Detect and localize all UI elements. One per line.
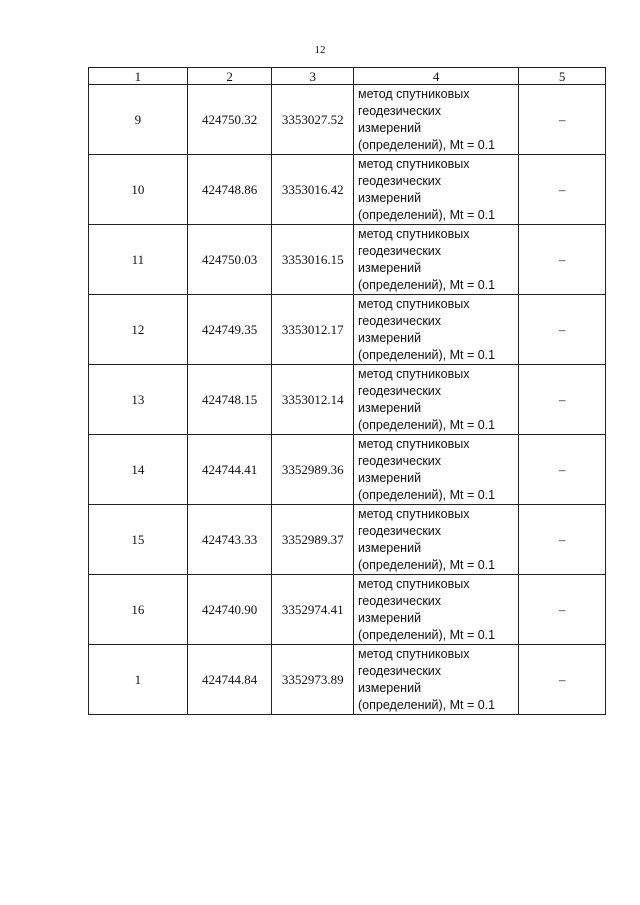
table-row bbox=[89, 435, 606, 505]
method-line: метод спутниковых bbox=[358, 576, 470, 591]
method-cell bbox=[354, 225, 519, 295]
method-line: (определений), Mt = 0.1 bbox=[358, 207, 496, 222]
method-line: метод спутниковых bbox=[358, 226, 470, 241]
y-coordinate-cell: 3353012.17 bbox=[272, 295, 354, 365]
coordinates-table bbox=[88, 67, 606, 715]
point-number-cell: 1 bbox=[89, 645, 188, 715]
method-line: измерений bbox=[358, 400, 422, 415]
method-line: (определений), Mt = 0.1 bbox=[358, 557, 496, 572]
method-line: измерений bbox=[358, 260, 422, 275]
point-number-cell: 16 bbox=[89, 575, 188, 645]
description-cell: – bbox=[519, 435, 606, 505]
method-line: геодезических bbox=[358, 383, 442, 398]
header-col-2: 2 bbox=[187, 68, 272, 85]
header-col-5: 5 bbox=[519, 68, 606, 85]
point-number-cell: 14 bbox=[89, 435, 188, 505]
method-cell bbox=[354, 85, 519, 155]
method-cell bbox=[354, 155, 519, 225]
method-line: геодезических bbox=[358, 173, 442, 188]
description-cell: – bbox=[519, 295, 606, 365]
method-line: (определений), Mt = 0.1 bbox=[358, 417, 496, 432]
method-line: метод спутниковых bbox=[358, 646, 470, 661]
x-coordinate-cell: 424749.35 bbox=[187, 295, 272, 365]
table-row bbox=[89, 225, 606, 295]
y-coordinate-cell: 3352989.37 bbox=[272, 505, 354, 575]
method-line: измерений bbox=[358, 470, 422, 485]
method-cell bbox=[354, 505, 519, 575]
point-number-cell: 10 bbox=[89, 155, 188, 225]
method-line: измерений bbox=[358, 190, 422, 205]
description-cell: – bbox=[519, 85, 606, 155]
method-line: геодезических bbox=[358, 523, 442, 538]
method-line: геодезических bbox=[358, 663, 442, 678]
description-cell: – bbox=[519, 505, 606, 575]
table-header-row bbox=[89, 68, 606, 85]
method-cell bbox=[354, 295, 519, 365]
method-line: (определений), Mt = 0.1 bbox=[358, 697, 496, 712]
point-number-cell: 12 bbox=[89, 295, 188, 365]
method-line: измерений bbox=[358, 610, 422, 625]
y-coordinate-cell: 3352974.41 bbox=[272, 575, 354, 645]
y-coordinate-cell: 3353016.15 bbox=[272, 225, 354, 295]
table-row bbox=[89, 365, 606, 435]
y-coordinate-cell: 3353012.14 bbox=[272, 365, 354, 435]
method-line: (определений), Mt = 0.1 bbox=[358, 137, 496, 152]
description-cell: – bbox=[519, 645, 606, 715]
point-number-cell: 13 bbox=[89, 365, 188, 435]
x-coordinate-cell: 424748.15 bbox=[187, 365, 272, 435]
method-line: метод спутниковых bbox=[358, 506, 470, 521]
method-line: геодезических bbox=[358, 593, 442, 608]
y-coordinate-cell: 3353016.42 bbox=[272, 155, 354, 225]
method-line: геодезических bbox=[358, 103, 442, 118]
method-line: геодезических bbox=[358, 243, 442, 258]
header-col-4: 4 bbox=[354, 68, 519, 85]
method-cell bbox=[354, 435, 519, 505]
method-line: (определений), Mt = 0.1 bbox=[358, 627, 496, 642]
header-col-3: 3 bbox=[272, 68, 354, 85]
method-cell bbox=[354, 365, 519, 435]
x-coordinate-cell: 424750.32 bbox=[187, 85, 272, 155]
table-row bbox=[89, 295, 606, 365]
table-row bbox=[89, 575, 606, 645]
method-line: (определений), Mt = 0.1 bbox=[358, 347, 496, 362]
description-cell: – bbox=[519, 155, 606, 225]
method-cell bbox=[354, 645, 519, 715]
method-line: геодезических bbox=[358, 313, 442, 328]
x-coordinate-cell: 424743.33 bbox=[187, 505, 272, 575]
description-cell: – bbox=[519, 575, 606, 645]
page-number: 12 bbox=[314, 44, 326, 56]
method-line: измерений bbox=[358, 680, 422, 695]
point-number-cell: 15 bbox=[89, 505, 188, 575]
method-line: измерений bbox=[358, 120, 422, 135]
table-body bbox=[89, 85, 606, 715]
x-coordinate-cell: 424750.03 bbox=[187, 225, 272, 295]
x-coordinate-cell: 424744.84 bbox=[187, 645, 272, 715]
method-cell bbox=[354, 575, 519, 645]
method-line: измерений bbox=[358, 540, 422, 555]
method-line: метод спутниковых bbox=[358, 86, 470, 101]
header-col-1: 1 bbox=[89, 68, 188, 85]
x-coordinate-cell: 424744.41 bbox=[187, 435, 272, 505]
point-number-cell: 11 bbox=[89, 225, 188, 295]
x-coordinate-cell: 424740.90 bbox=[187, 575, 272, 645]
method-line: метод спутниковых bbox=[358, 296, 470, 311]
table-row bbox=[89, 645, 606, 715]
table-row bbox=[89, 505, 606, 575]
method-line: метод спутниковых bbox=[358, 366, 470, 381]
method-line: (определений), Mt = 0.1 bbox=[358, 277, 496, 292]
description-cell: – bbox=[519, 365, 606, 435]
y-coordinate-cell: 3353027.52 bbox=[272, 85, 354, 155]
method-line: (определений), Mt = 0.1 bbox=[358, 487, 496, 502]
y-coordinate-cell: 3352989.36 bbox=[272, 435, 354, 505]
y-coordinate-cell: 3352973.89 bbox=[272, 645, 354, 715]
method-line: метод спутниковых bbox=[358, 156, 470, 171]
table-row bbox=[89, 155, 606, 225]
description-cell: – bbox=[519, 225, 606, 295]
point-number-cell: 9 bbox=[89, 85, 188, 155]
method-line: метод спутниковых bbox=[358, 436, 470, 451]
method-line: геодезических bbox=[358, 453, 442, 468]
x-coordinate-cell: 424748.86 bbox=[187, 155, 272, 225]
method-line: измерений bbox=[358, 330, 422, 345]
table-row bbox=[89, 85, 606, 155]
